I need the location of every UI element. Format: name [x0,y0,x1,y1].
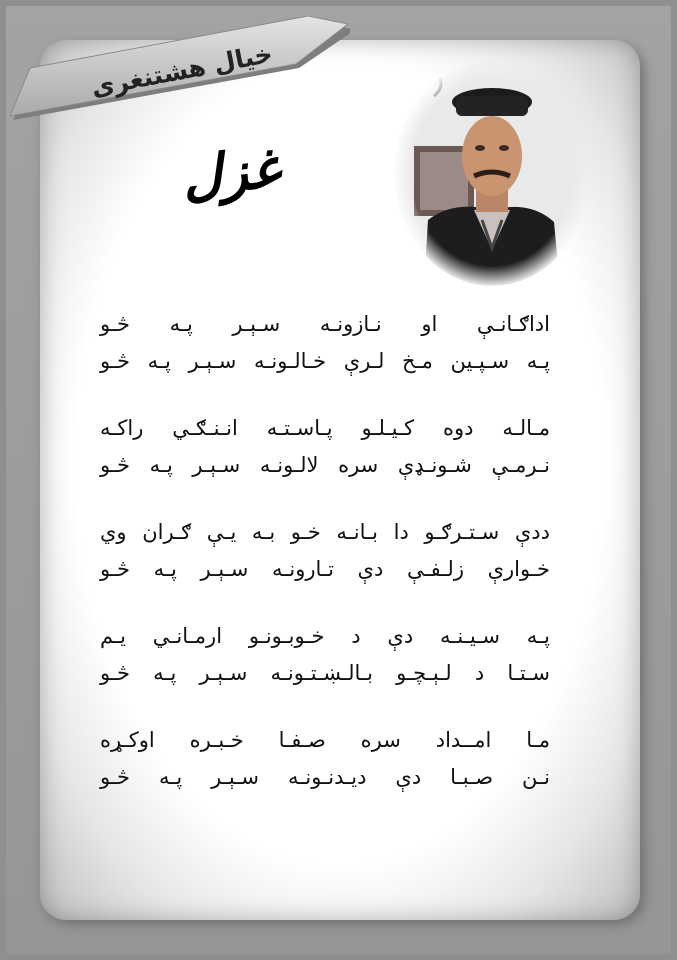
author-name: خیال هشتنغری [88,38,275,103]
verse-line: نـرمـې شـونـډې سره لالـونـه سـېـر پـه څـو [100,453,550,477]
author-photo [394,60,590,286]
verse-line: نـن صـبـا دې دیـدنـونـه سـېـر پـه څـو [100,765,550,789]
verse-line: اداګـانـې او نـازونـه سـېـر پـه څـو [100,312,550,336]
verse-line: ددې سـتـرګـو دا بـانـه خـو بـه یـې ګـران وي [100,520,550,544]
stanza-3 [100,514,550,588]
verse-line: خـوارې زلـفـې دې تـارونـه سـېـر پـه څـو [100,557,550,581]
portrait-image [394,60,590,286]
verse-line: سـتـا د لـېـچـو بـالـښـتـونـه سـېـر پـه څـو [100,661,550,685]
verse-line: پـه سـپـین مـخ لـرې خـالـونـه سـېـر پـه څـو [100,349,550,373]
stanza-4 [100,618,550,692]
stanza-5 [100,722,550,796]
poem-title: غزل [178,135,283,209]
verse-line: مـا امــداد سره صـفـا خـبـره اوکـړه [100,728,550,752]
verse-line: پـه سـیـنـه دې د خـوبـونـو ارمـانـي یـم [100,624,550,648]
poem-body [100,306,550,826]
stanza-1 [100,306,550,380]
verse-line: مـالـه دوه کـیـلـو پـاسـتـه انـنـګـي راکـه [100,416,550,440]
stanza-2 [100,410,550,484]
author-banner [10,16,350,120]
